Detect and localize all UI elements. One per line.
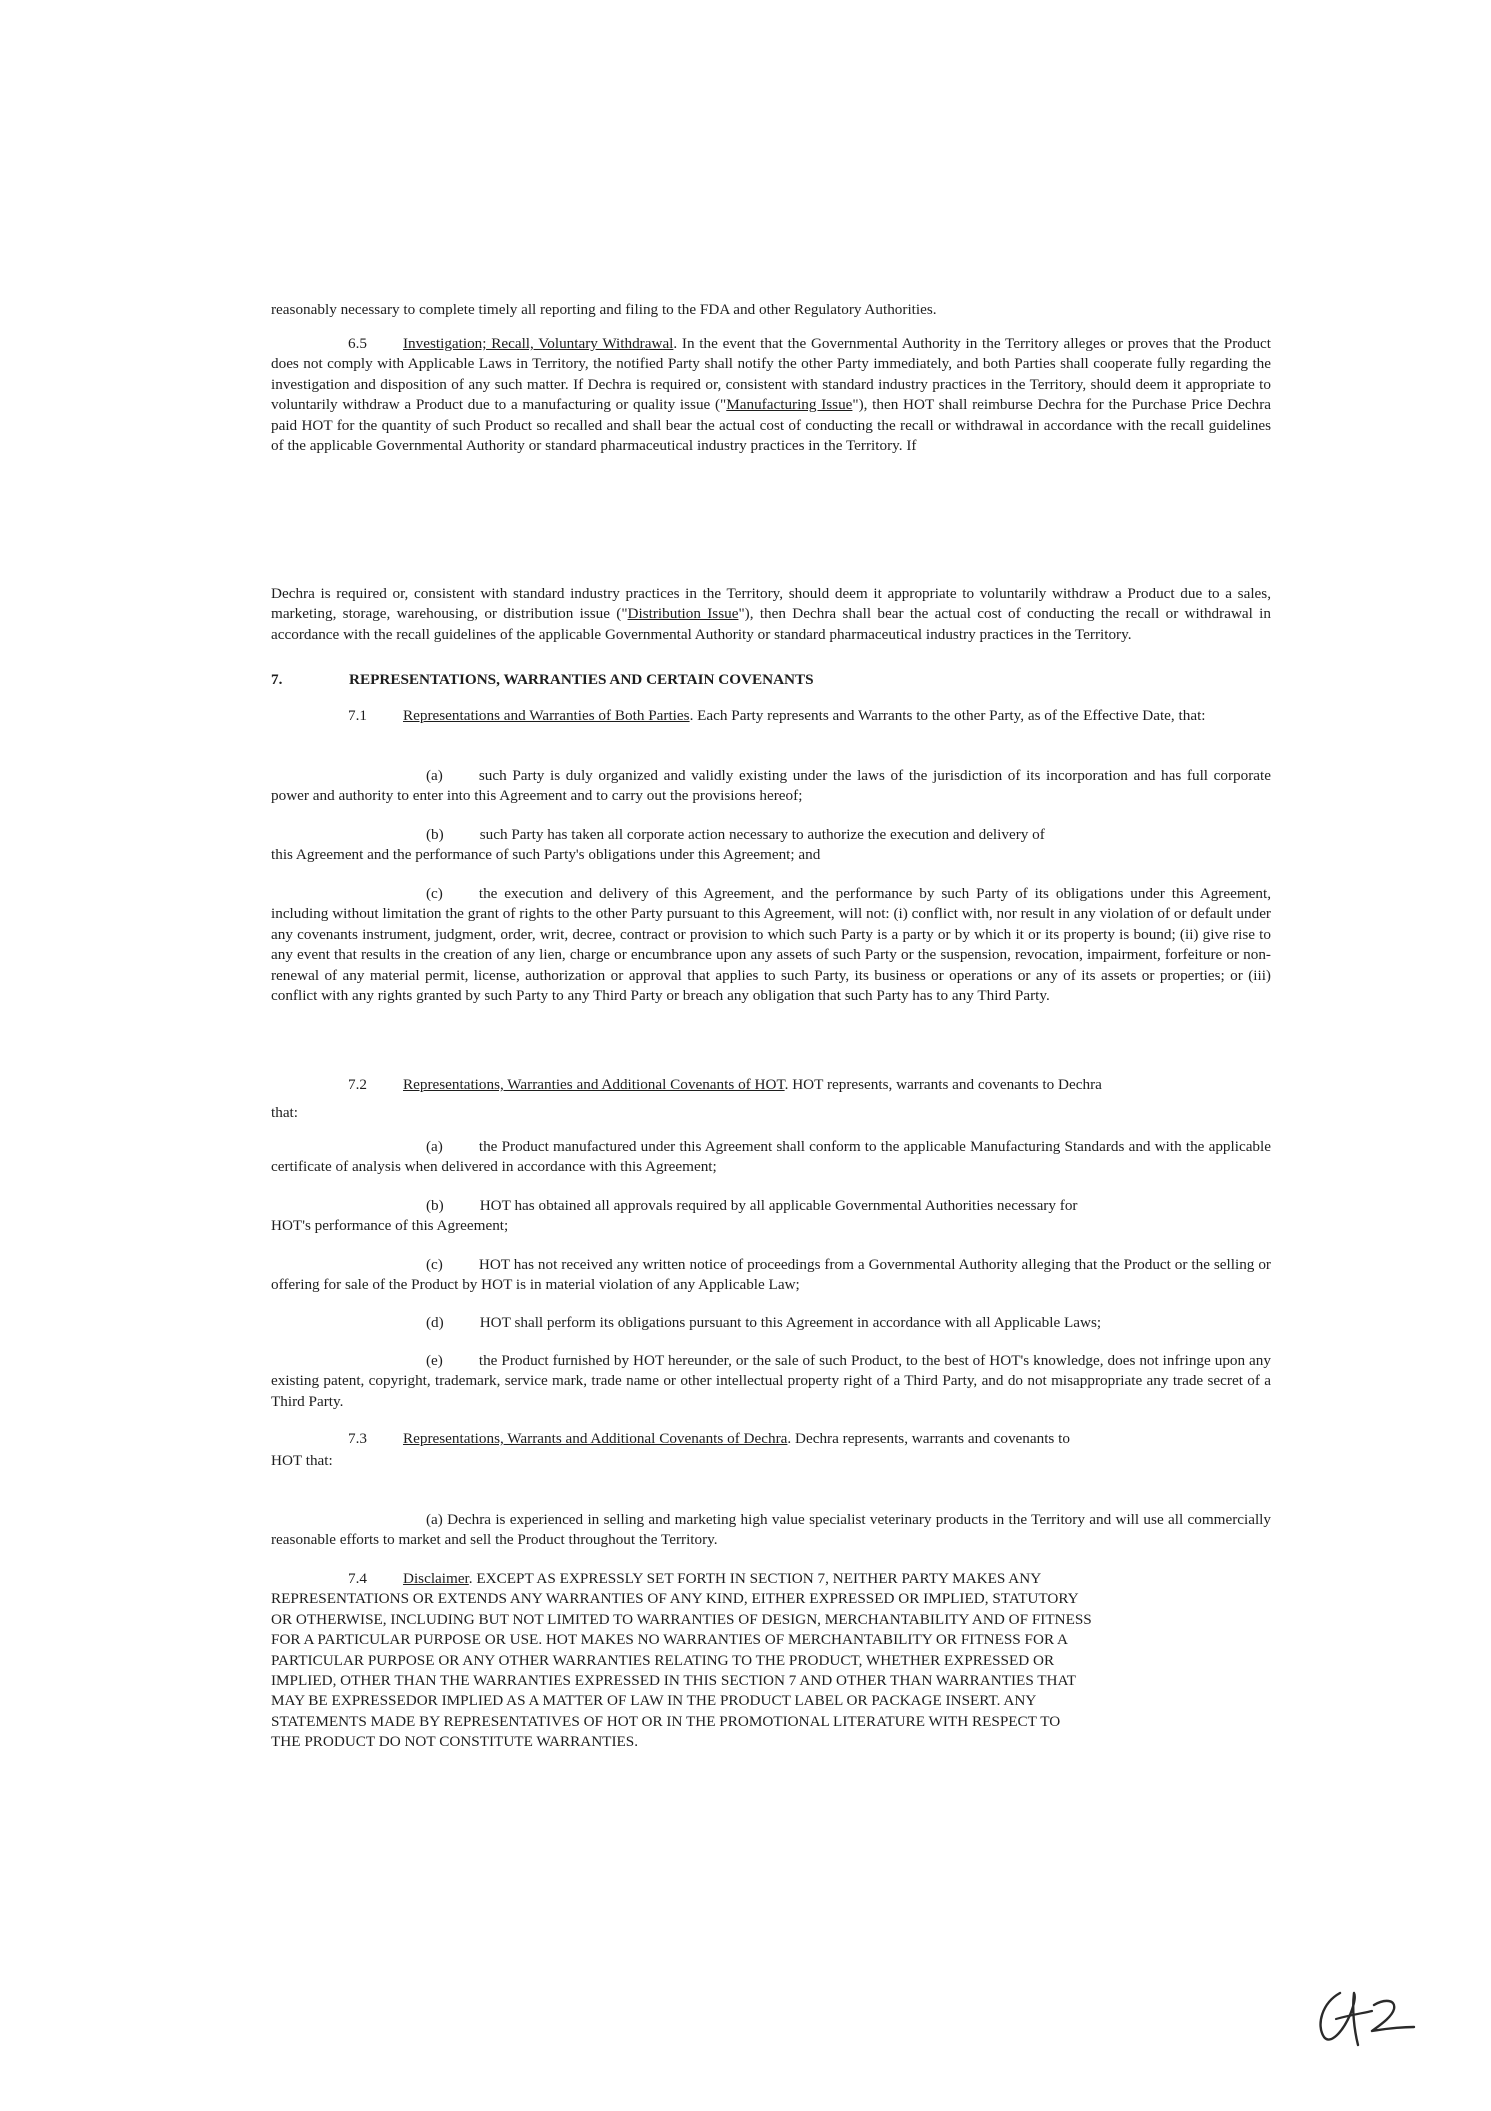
section-number: 7.	[271, 671, 283, 688]
clause-7-1-b: (b) such Party has taken all corporate action necessary to authorize the execution and delivery of this Agreement and the performance of such Party's obligations under this Agreement; and	[271, 826, 1045, 864]
section-title: REPRESENTATIONS, WARRANTIES AND CERTAIN COVENANTS	[349, 671, 814, 688]
clause-7-2-e: (e) the Product furnished by HOT hereunder, or the sale of such Product, to the best of HOT's knowledge, does not infringe upon any existing patent, copyright, trademark, service mark, trade name or other intellectual property right of a Third Party, and do not misappropriate any trade secret of a Third Party.	[271, 1352, 1271, 1410]
section-7-title	[271, 670, 1271, 690]
section-heading: Disclaimer	[402, 1570, 469, 1587]
clause-7-3-a: (a) Dechra is experienced in selling and marketing high value specialist veterinary products in the Territory and will use all commercially reasonable efforts to market and sell the Product throughout the Territory.	[271, 1511, 1271, 1549]
disclaimer-line: OR OTHERWISE, INCLUDING BUT NOT LIMITED TO WARRANTIES OF DESIGN, MERCHANTABILITY AND OF FITNESS	[271, 1610, 1092, 1628]
disclaimer-line: REPRESENTATIONS OR EXTENDS ANY WARRANTIES OF ANY KIND, EITHER EXPRESSED OR IMPLIED, STATUTORY	[271, 1590, 1079, 1608]
disclaimer-line: STATEMENTS MADE BY REPRESENTATIVES OF HOT OR IN THE PROMOTIONAL LITERATURE WITH RESPECT TO	[271, 1712, 1061, 1730]
section-number: 7.2	[348, 1076, 367, 1093]
defined-term: Manufacturing Issue	[726, 396, 853, 414]
clause-label: (c)	[426, 1256, 443, 1273]
paragraph-distribution-issue: Dechra is required or, consistent with standard industry practices in the Territory, should deem it appropriate to voluntarily withdraw a Product due to a sales, marketing, storage, warehousing, or distribution issue ("Distribution Issue"), then Dechra shall bear the actual cost of conducting the recall or withdrawal in accordance with the recall guidelines of the applicable Governmental Authority or standard pharmaceutical industry practices in the Territory.	[271, 585, 1271, 643]
section-6-5: 6.5 Investigation; Recall, Voluntary Withdrawal. In the event that the Governmental Authority in the Territory alleges or proves that the Product does not comply with Applicable Laws in Territory, the notified Party shall notify the other Party immediately, and both Parties shall cooperate fully regarding the investigation and disposition of any such matter. If Dechra is required or, consistent with standard industry practices in the Territory, should deem it appropriate to voluntarily withdraw a Product due to a manufacturing or quality issue ("Manufacturing Issue"), then HOT shall reimburse Dechra for the Purchase Price Dechra paid HOT for the quantity of such Product so recalled and shall bear the actual cost of conducting the recall or withdrawal in accordance with the recall guidelines of the applicable Governmental Authority or standard pharmaceutical industry practices in the Territory. If	[271, 335, 1271, 455]
section-number: 6.5	[348, 335, 367, 352]
clause-label: (e)	[426, 1352, 443, 1369]
disclaimer-line: FOR A PARTICULAR PURPOSE OR USE. HOT MAKES NO WARRANTIES OF MERCHANTABILITY OR FITNESS FOR A	[271, 1631, 1069, 1649]
clause-7-2-b: (b) HOT has obtained all approvals required by all applicable Governmental Authorities necessary for HOT's performance of this Agreement;	[271, 1197, 1078, 1235]
clause-7-1-a: (a) such Party is duly organized and validly existing under the laws of the jurisdiction of its incorporation and has full corporate power and authority to enter into this Agreement and to carry out the provisions hereof;	[271, 767, 1271, 805]
clause-7-2-a: (a) the Product manufactured under this Agreement shall conform to the applicable Manufacturing Standards and with the applicable certificate of analysis when delivered in accordance with this Agreement;	[271, 1138, 1271, 1176]
paragraph-reporting-continuation: reasonably necessary to complete timely all reporting and filing to the FDA and other Regulatory Authorities.	[271, 301, 937, 318]
clause-7-1-c: (c) the execution and delivery of this Agreement, and the performance by such Party of its obligations under this Agreement, including without limitation the grant of rights to the other Party pursuant to this Agreement, will not: (i) conflict with, nor result in any violation of or default under any covenants instrument, judgment, order, writ, decree, contract or provision to which such Party is a party or by which it or its property is bound; (ii) give rise to any event that results in the creation of any lien, charge or encumbrance upon any assets of such Party or the suspension, revocation, impairment, forfeiture or non-renewal of any material permit, license, authorization or approval that applies to such Party, its business or operations or any of its assets or properties; or (iii) conflict with any rights granted by such Party to any Third Party or breach any obligation that such Party has to any Third Party.	[271, 885, 1271, 1005]
section-7-3: 7.3 Representations, Warrants and Additional Covenants of Dechra. Dechra represents, warrants and covenants to HOT that:	[271, 1430, 1070, 1470]
section-heading: Representations, Warranties and Additional Covenants of HOT	[402, 1076, 785, 1093]
clause-7-2-d: (d) HOT shall perform its obligations pursuant to this Agreement in accordance with all Applicable Laws;	[426, 1314, 1102, 1331]
section-number: 7.3	[348, 1430, 367, 1447]
section-7-1: 7.1 Representations and Warranties of Both Parties. Each Party represents and Warrants to the other Party, as of the Effective Date, that:	[348, 707, 1206, 724]
disclaimer-line: THE PRODUCT DO NOT CONSTITUTE WARRANTIES.	[271, 1733, 639, 1751]
clause-label: (a)	[426, 767, 443, 784]
section-7-2: 7.2 Representations, Warranties and Additional Covenants of HOT. HOT represents, warrants and covenants to Dechra that:	[271, 1076, 1102, 1122]
initials-signature	[1310, 1985, 1420, 2050]
disclaimer-line: PARTICULAR PURPOSE OR ANY OTHER WARRANTIES RELATING TO THE PRODUCT, WHETHER EXPRESSED OR	[271, 1651, 1055, 1669]
clause-7-2-c: (c) HOT has not received any written notice of proceedings from a Governmental Authority alleging that the Product or the selling or offering for sale of the Product by HOT is in material violation of any Applicable Law;	[271, 1256, 1271, 1294]
defined-term: Distribution Issue	[627, 605, 739, 623]
section-7-4-disclaimer: 7.4 Disclaimer. EXCEPT AS EXPRESSLY SET FORTH IN SECTION 7, NEITHER PARTY MAKES ANY REPRESENTATIONS OR EXTENDS ANY WARRANTIES OF ANY KIND, EITHER EXPRESSED OR IMPLIED, STATUTORY OR OTHERWISE, INCLUDING BUT NOT LIMITED TO WARRANTIES OF DESIGN, MERCHANTABILITY AND OF FITNESS FOR A PARTICULAR PURPOSE OR USE. HOT MAKES NO WARRANTIES OF MERCHANTABILITY OR FITNESS FOR A PARTICULAR PURPOSE OR ANY OTHER WARRANTIES RELATING TO THE PRODUCT, WHETHER EXPRESSED OR IMPLIED, OTHER THAN THE WARRANTIES EXPRESSED IN THIS SECTION 7 AND OTHER THAN WARRANTIES THAT MAY BE EXPRESSEDOR IMPLIED AS A MATTER OF LAW IN THE PRODUCT LABEL OR PACKAGE INSERT. ANY STATEMENTS MADE BY REPRESENTATIVES OF HOT OR IN THE PROMOTIONAL LITERATURE WITH RESPECT TO THE PRODUCT DO NOT CONSTITUTE WARRANTIES.	[271, 1569, 1271, 1753]
section-heading: Investigation; Recall, Voluntary Withdrawal	[402, 335, 674, 352]
clause-label: (d)	[426, 1314, 444, 1331]
section-number: 7.1	[348, 707, 367, 724]
clause-label: (a)	[426, 1138, 443, 1155]
disclaimer-line: MAY BE EXPRESSEDOR IMPLIED AS A MATTER OF LAW IN THE PRODUCT LABEL OR PACKAGE INSERT. ANY	[271, 1692, 1037, 1710]
section-heading: Representations, Warrants and Additional Covenants of Dechra	[402, 1430, 788, 1447]
clause-label: (b)	[426, 1197, 444, 1214]
section-number: 7.4	[348, 1570, 367, 1587]
section-heading: Representations and Warranties of Both Parties	[402, 707, 690, 724]
clause-label: (c)	[426, 885, 443, 902]
document-page	[271, 0, 1271, 2111]
disclaimer-line: IMPLIED, OTHER THAN THE WARRANTIES EXPRESSED IN THIS SECTION 7 AND OTHER THAN WARRANTIES THAT	[271, 1672, 1077, 1690]
clause-label: (b)	[426, 826, 444, 843]
